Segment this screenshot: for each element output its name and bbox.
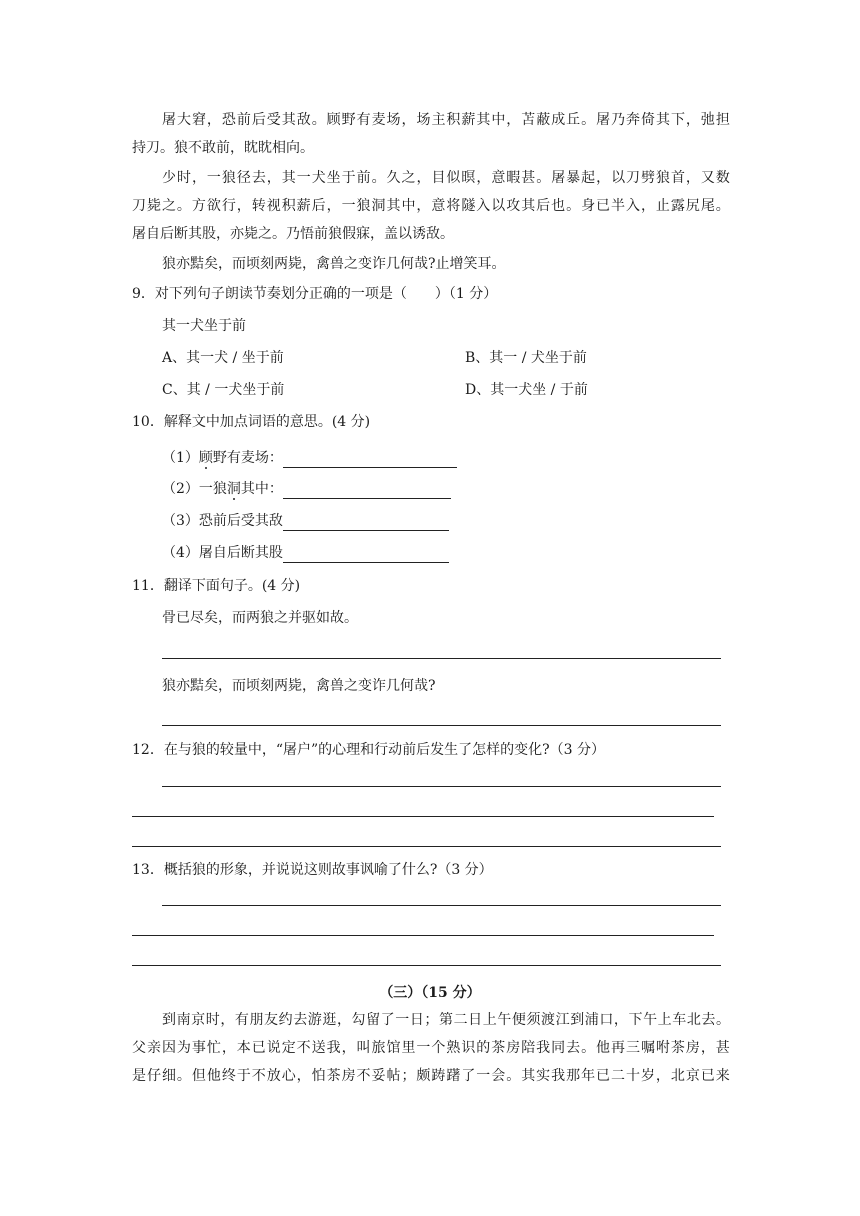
question-12-stem: 12．在与狼的较量中，“屠户”的心理和行动前后发生了怎样的变化?（3 分）: [132, 742, 605, 758]
question-9-option-a: A、其一犬 / 坐于前: [162, 350, 284, 366]
question-9-sentence: 其一犬坐于前: [162, 318, 246, 334]
section-3-line1: 到 南 京 时 ， 有 朋 友 约 去 游 逛 ， 勾 留 了 一 日 ； 第 二 日 上 午 便 须 渡 江 到 浦 口 ， 下 午 上 车 北 去 。: [162, 1012, 730, 1028]
question-13-stem: 13．概括狼的形象，并说说这则故事讽喻了什么?（3 分）: [132, 862, 493, 878]
question-11-stem: 11．翻译下面句子。(4 分): [132, 578, 301, 594]
question-11-sentence-2: 狼亦黠矣，而顷刻两毙，禽兽之变诈几何哉?: [162, 678, 436, 694]
passage-p3: 狼亦黠矣，而顷刻两毙，禽兽之变诈几何哉?止增笑耳。: [162, 256, 506, 272]
question-9-option-b: B、其一 / 犬坐于前: [465, 350, 587, 366]
section-3-line3: 是 仔 细 。 但 他 终 于 不 放 心 ， 怕 茶 房 不 妥 帖 ； 颇 踌 躇 了 一 会 。 其 实 我 那 年 已 二 十 岁 ， 北 京 已 来: [132, 1068, 730, 1084]
answer-blank[interactable]: [283, 483, 451, 499]
emphasis-dot-word: 洞: [226, 481, 241, 497]
emphasis-dot-word: 顾: [198, 450, 213, 466]
passage-p2-line2: 刀 毙 之 。 方 欲 行 ， 转 视 积 薪 后 ， 一 狼 洞 其 中 ， 意 将 隧 入 以 攻 其 后 也 。 身 已 半 入 ， 止 露 尻 尾 。: [132, 198, 730, 214]
question-11-sentence-1: 骨已尽矣，而两狼之并驱如故。: [162, 610, 358, 626]
section-3-line2: 父 亲 因 为 事 忙 ， 本 已 说 定 不 送 我 ， 叫 旅 馆 里 一 个 熟 识 的 茶 房 陪 我 同 去 。 他 再 三 嘱 咐 茶 房 ， 甚: [132, 1040, 730, 1056]
question-10-item-1: （1）顾野有麦场：: [162, 448, 457, 468]
answer-line[interactable]: [162, 658, 721, 659]
passage-p2-line1: 少 时 ， 一 狼 径 去 ， 其 一 犬 坐 于 前 。 久 之 ， 目 似 暝 ， 意 暇 甚 。 屠 暴 起 ， 以 刀 劈 狼 首 ， 又 数: [162, 170, 730, 186]
question-9-option-d: D、其一犬坐 / 于前: [465, 382, 588, 398]
question-10-item-4: （4）屠自后断其股: [162, 543, 449, 563]
question-10-item-2: （2）一狼洞其中：: [162, 479, 451, 499]
answer-blank[interactable]: [283, 452, 457, 468]
section-3-heading: （三）（15 分）: [379, 985, 481, 1001]
answer-blank[interactable]: [283, 547, 449, 563]
question-9-stem: 9．对下列句子朗读节奏划分正确的一项是（ ）（1 分）: [132, 286, 498, 302]
question-10-item-3: （3）恐前后受其敌: [162, 511, 449, 531]
answer-line[interactable]: [132, 846, 721, 847]
answer-blank[interactable]: [283, 515, 449, 531]
passage-p1-line2: 持刀。狼不敢前，眈眈相向。: [132, 140, 314, 156]
answer-line[interactable]: [132, 965, 721, 966]
question-10-stem: 10．解释文中加点词语的意思。(4 分): [132, 414, 371, 430]
answer-line[interactable]: [162, 725, 721, 726]
answer-line[interactable]: [132, 935, 714, 936]
passage-p1-line1: 屠 大 窘 ， 恐 前 后 受 其 敌 。 顾 野 有 麦 场 ， 场 主 积 薪 其 中 ， 苫 蔽 成 丘 。 屠 乃 奔 倚 其 下 ， 弛 担: [162, 112, 730, 128]
answer-line[interactable]: [132, 816, 714, 817]
question-9-option-c: C、其 / 一犬坐于前: [162, 382, 285, 398]
answer-line[interactable]: [162, 786, 721, 787]
passage-p2-line3: 屠自后断其股，亦毙之。乃悟前狼假寐，盖以诱敌。: [132, 226, 454, 242]
answer-line[interactable]: [162, 905, 721, 906]
